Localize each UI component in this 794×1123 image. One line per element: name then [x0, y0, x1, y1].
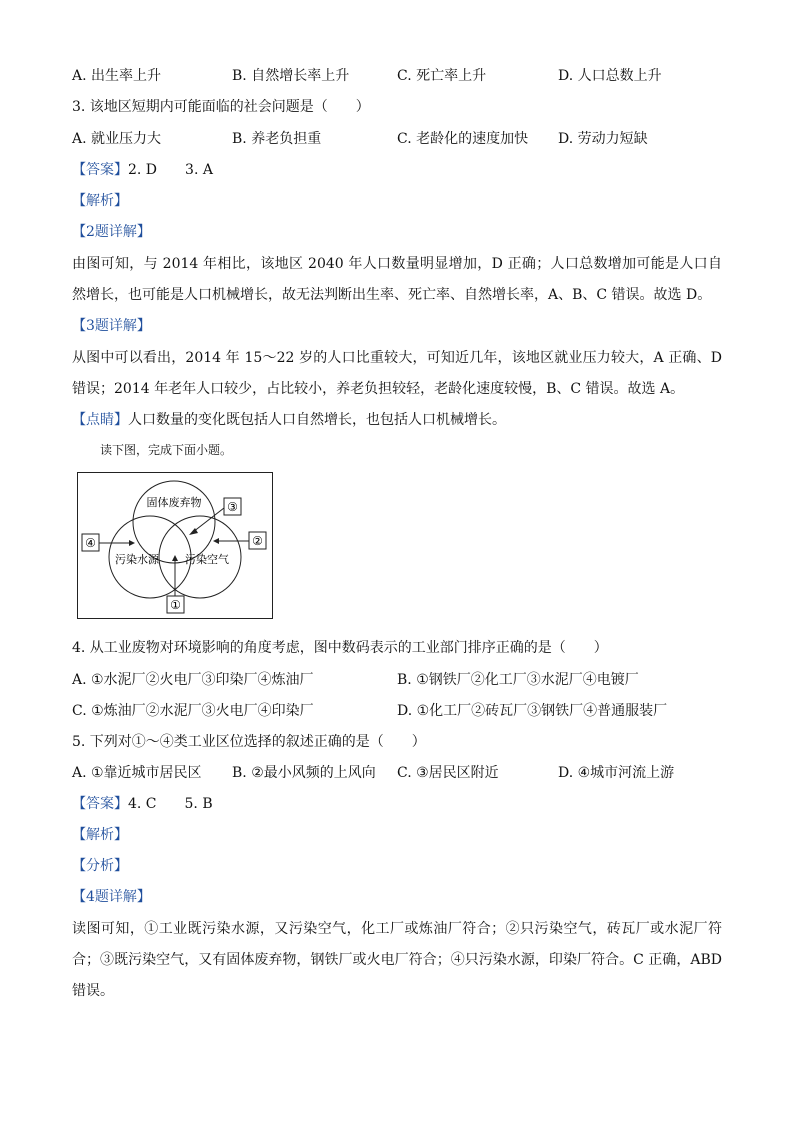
solid-waste-circle [133, 481, 215, 563]
question-4-stem: 4. 从工业废物对环境影响的角度考虑，图中数码表示的工业部门排序正确的是（ ） [72, 640, 608, 656]
pollution-venn-diagram [77, 472, 273, 620]
question-3-stem: 3. 该地区短期内可能面临的社会问题是（ ） [72, 99, 370, 115]
q3-option-b: B. 养老负担重 [232, 131, 322, 147]
option-b: B. 自然增长率上升 [232, 68, 350, 84]
detail-3-label: 【3题详解】 [72, 318, 151, 334]
answer-text-2: 4. C 5. B [128, 796, 213, 812]
read-prompt: 读下图，完成下面小题。 [100, 443, 233, 457]
air-pollution-label: 污染空气 [185, 553, 229, 566]
q5-option-c: C. ③居民区附近 [397, 765, 499, 781]
option-d: D. 人口总数上升 [558, 68, 662, 84]
q4-option-c: C. ①炼油厂②水泥厂③火电厂④印染厂 [72, 703, 314, 719]
detail-2-text: 由图可知，与 2014 年相比，该地区 2040 年人口数量明显增加，D 正确；人口总数增加可能是人口自然增长，也可能是人口机械增长，故无法判断出生率、死亡率、自然增长率，A、B、C 错误。故选 D。 [72, 256, 722, 303]
answer-label-2: 【答案】 [72, 796, 128, 812]
tip-line [72, 410, 506, 430]
analysis-sub-label: 【分析】 [72, 858, 128, 874]
arrowhead-2 [213, 538, 219, 544]
option-c: C. 死亡率上升 [397, 68, 487, 84]
question-5-stem: 5. 下列对①～④类工业区位选择的叙述正确的是（ ） [72, 734, 426, 750]
analysis-label-1: 【解析】 [72, 193, 128, 209]
solid-waste-label: 固体废弃物 [146, 496, 202, 509]
answer-line-1 [72, 160, 213, 180]
box-3-label: ③ [227, 500, 238, 514]
water-pollution-label: 污染水源 [115, 553, 159, 566]
arrowhead-1 [172, 555, 178, 561]
tip-text: 人口数量的变化既包括人口自然增长，也包括人口机械增长。 [128, 412, 506, 428]
detail-4-label: 【4题详解】 [72, 889, 151, 905]
q4-option-b: B. ①钢铁厂②化工厂③水泥厂④电镀厂 [397, 672, 639, 688]
detail-4-text: 读图可知，①工业既污染水源，又污染空气，化工厂或炼油厂符合；②只污染空气，砖瓦厂或水泥厂符合；③既污染空气，又有固体废弃物，钢铁厂或火电厂符合；④只污染水源，印染厂符合。C 正确，ABD 错误。 [72, 921, 722, 999]
answer-text: 2. D 3. A [128, 162, 213, 178]
box-2-label: ② [252, 534, 263, 548]
detail-2-label: 【2题详解】 [72, 224, 151, 240]
q3-option-c: C. 老龄化的速度加快 [397, 131, 529, 147]
q4-option-d: D. ①化工厂②砖瓦厂③钢铁厂④普通服装厂 [397, 703, 668, 719]
q3-option-d: D. 劳动力短缺 [558, 131, 648, 147]
q4-option-a: A. ①水泥厂②火电厂③印染厂④炼油厂 [72, 672, 314, 688]
answer-label: 【答案】 [72, 162, 128, 178]
arrowhead-4 [129, 540, 135, 546]
q5-option-a: A. ①靠近城市居民区 [72, 765, 202, 781]
box-1-label: ① [170, 598, 181, 612]
box-4-label: ④ [85, 536, 96, 550]
answer-line-2 [72, 794, 213, 814]
q5-option-d: D. ④城市河流上游 [558, 765, 675, 781]
option-a: A. 出生率上升 [72, 68, 162, 84]
tip-label: 【点睛】 [72, 412, 128, 428]
q3-option-a: A. 就业压力大 [72, 131, 162, 147]
analysis-label-2: 【解析】 [72, 827, 128, 843]
arrow-3 [193, 508, 224, 532]
detail-3-text: 从图中可以看出，2014 年 15～22 岁的人口比重较大，可知近几年，该地区就业压力较大，A 正确、D 错误；2014 年老年人口较少，占比较小，养老负担较轻，老龄化速度较慢，B、C 错误。故选 A。 [72, 350, 722, 397]
q5-option-b: B. ②最小风频的上风向 [232, 765, 376, 781]
